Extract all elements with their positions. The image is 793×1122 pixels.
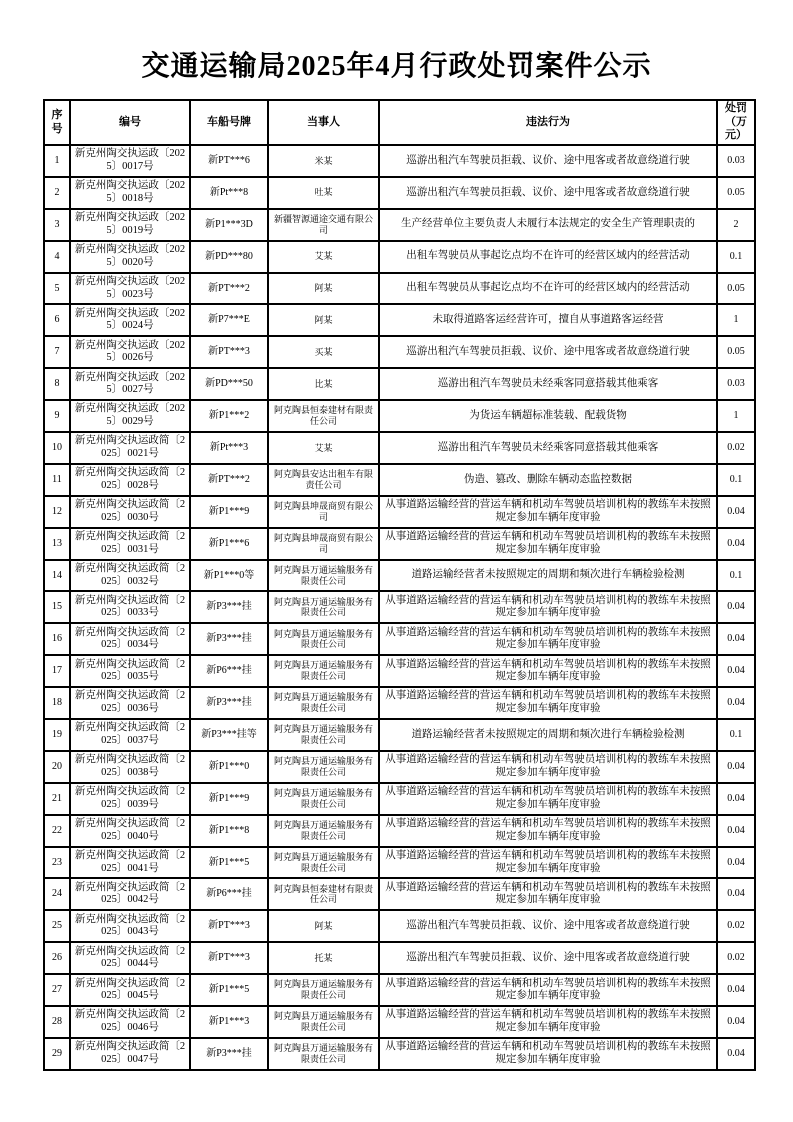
row-party: 阿克陶县万通运输服务有限责任公司 [268, 719, 379, 751]
row-party: 阿克陶县恒泰建材有限责任公司 [268, 878, 379, 910]
row-case-number: 新克州陶交执运政简〔2025〕0041号 [70, 847, 190, 879]
row-case-number: 新克州陶交执运政〔2025〕0026号 [70, 336, 190, 368]
row-violation: 巡游出租汽车驾驶员拒载、议价、途中甩客或者故意绕道行驶 [379, 177, 717, 209]
row-plate: 新P3***挂 [190, 591, 268, 623]
row-party: 阿克陶县万通运输服务有限责任公司 [268, 1038, 379, 1070]
row-seq: 5 [44, 273, 70, 305]
row-plate: 新PT***3 [190, 910, 268, 942]
row-penalty: 0.03 [717, 368, 755, 400]
row-plate: 新P1***0等 [190, 560, 268, 592]
row-party: 米某 [268, 145, 379, 177]
row-case-number: 新克州陶交执运政简〔2025〕0043号 [70, 910, 190, 942]
row-violation: 从事道路运输经营的营运车辆和机动车驾驶员培训机构的教练车未按照规定参加车辆年度审验 [379, 1038, 717, 1070]
row-seq: 12 [44, 496, 70, 528]
row-seq: 27 [44, 974, 70, 1006]
row-case-number: 新克州陶交执运政简〔2025〕0031号 [70, 528, 190, 560]
row-penalty: 1 [717, 400, 755, 432]
table-row [44, 623, 755, 655]
row-plate: 新P1***5 [190, 974, 268, 1006]
row-seq: 7 [44, 336, 70, 368]
row-party: 阿克陶县万通运输服务有限责任公司 [268, 783, 379, 815]
table-header-row [44, 100, 755, 145]
row-penalty: 0.05 [717, 336, 755, 368]
row-violation: 从事道路运输经营的营运车辆和机动车驾驶员培训机构的教练车未按照规定参加车辆年度审验 [379, 1006, 717, 1038]
row-case-number: 新克州陶交执运政简〔2025〕0045号 [70, 974, 190, 1006]
row-case-number: 新克州陶交执运政简〔2025〕0028号 [70, 464, 190, 496]
table-row [44, 847, 755, 879]
header-violation: 违法行为 [379, 100, 717, 145]
row-penalty: 0.04 [717, 591, 755, 623]
row-seq: 9 [44, 400, 70, 432]
table-row [44, 687, 755, 719]
row-violation: 伪造、篡改、删除车辆动态监控数据 [379, 464, 717, 496]
row-party: 阿克陶县万通运输服务有限责任公司 [268, 655, 379, 687]
table-row [44, 304, 755, 336]
row-party: 吐某 [268, 177, 379, 209]
row-party: 阿克陶县万通运输服务有限责任公司 [268, 560, 379, 592]
row-party: 阿克陶县万通运输服务有限责任公司 [268, 623, 379, 655]
row-violation: 从事道路运输经营的营运车辆和机动车驾驶员培训机构的教练车未按照规定参加车辆年度审验 [379, 496, 717, 528]
row-violation: 出租车驾驶员从事起讫点均不在许可的经营区域内的经营活动 [379, 273, 717, 305]
row-plate: 新P6***挂 [190, 878, 268, 910]
row-penalty: 1 [717, 304, 755, 336]
row-party: 阿克陶县万通运输服务有限责任公司 [268, 815, 379, 847]
row-case-number: 新克州陶交执运政〔2025〕0019号 [70, 209, 190, 241]
row-violation: 从事道路运输经营的营运车辆和机动车驾驶员培训机构的教练车未按照规定参加车辆年度审验 [379, 623, 717, 655]
row-penalty: 0.02 [717, 942, 755, 974]
page-title: 交通运输局2025年4月行政处罚案件公示 [141, 51, 652, 82]
row-penalty: 0.04 [717, 528, 755, 560]
row-penalty: 0.04 [717, 1006, 755, 1038]
row-penalty: 0.04 [717, 687, 755, 719]
row-violation: 从事道路运输经营的营运车辆和机动车驾驶员培训机构的教练车未按照规定参加车辆年度审验 [379, 878, 717, 910]
row-violation: 出租车驾驶员从事起讫点均不在许可的经营区域内的经营活动 [379, 241, 717, 273]
row-plate: 新Pt***8 [190, 177, 268, 209]
row-case-number: 新克州陶交执运政简〔2025〕0021号 [70, 432, 190, 464]
row-violation: 从事道路运输经营的营运车辆和机动车驾驶员培训机构的教练车未按照规定参加车辆年度审验 [379, 847, 717, 879]
table-row [44, 432, 755, 464]
row-violation: 从事道路运输经营的营运车辆和机动车驾驶员培训机构的教练车未按照规定参加车辆年度审验 [379, 751, 717, 783]
row-seq: 16 [44, 623, 70, 655]
row-violation: 巡游出租汽车驾驶员拒载、议价、途中甩客或者故意绕道行驶 [379, 336, 717, 368]
row-case-number: 新克州陶交执运政〔2025〕0027号 [70, 368, 190, 400]
table-row [44, 400, 755, 432]
row-party: 比某 [268, 368, 379, 400]
row-violation: 巡游出租汽车驾驶员拒载、议价、途中甩客或者故意绕道行驶 [379, 910, 717, 942]
row-violation: 从事道路运输经营的营运车辆和机动车驾驶员培训机构的教练车未按照规定参加车辆年度审验 [379, 687, 717, 719]
table-row [44, 145, 755, 177]
row-seq: 2 [44, 177, 70, 209]
row-party: 阿克陶县万通运输服务有限责任公司 [268, 687, 379, 719]
row-seq: 3 [44, 209, 70, 241]
table-row [44, 177, 755, 209]
row-violation: 巡游出租汽车驾驶员拒载、议价、途中甩客或者故意绕道行驶 [379, 145, 717, 177]
row-party: 阿某 [268, 273, 379, 305]
table-row [44, 719, 755, 751]
row-violation: 从事道路运输经营的营运车辆和机动车驾驶员培训机构的教练车未按照规定参加车辆年度审验 [379, 655, 717, 687]
table-row [44, 464, 755, 496]
row-plate: 新P1***0 [190, 751, 268, 783]
row-plate: 新P1***8 [190, 815, 268, 847]
table-row [44, 815, 755, 847]
row-penalty: 0.05 [717, 273, 755, 305]
row-party: 阿某 [268, 910, 379, 942]
row-seq: 17 [44, 655, 70, 687]
row-seq: 13 [44, 528, 70, 560]
row-seq: 25 [44, 910, 70, 942]
row-penalty: 0.1 [717, 241, 755, 273]
row-party: 阿克陶县万通运输服务有限责任公司 [268, 591, 379, 623]
row-party: 阿克陶县万通运输服务有限责任公司 [268, 974, 379, 1006]
row-case-number: 新克州陶交执运政简〔2025〕0037号 [70, 719, 190, 751]
row-penalty: 0.03 [717, 145, 755, 177]
row-party: 阿克陶县万通运输服务有限责任公司 [268, 847, 379, 879]
table-row [44, 496, 755, 528]
row-violation: 从事道路运输经营的营运车辆和机动车驾驶员培训机构的教练车未按照规定参加车辆年度审验 [379, 591, 717, 623]
row-party: 买某 [268, 336, 379, 368]
header-party: 当事人 [268, 100, 379, 145]
row-plate: 新P1***9 [190, 496, 268, 528]
row-party: 阿克陶县坤晟商贸有限公司 [268, 496, 379, 528]
row-violation: 巡游出租汽车驾驶员未经乘客同意搭载其他乘客 [379, 432, 717, 464]
table-row [44, 655, 755, 687]
row-violation: 巡游出租汽车驾驶员拒载、议价、途中甩客或者故意绕道行驶 [379, 942, 717, 974]
row-penalty: 0.04 [717, 783, 755, 815]
table-row [44, 336, 755, 368]
row-seq: 29 [44, 1038, 70, 1070]
row-party: 艾某 [268, 241, 379, 273]
table-row [44, 560, 755, 592]
header-penalty: 处罚（万元） [717, 100, 755, 145]
row-case-number: 新克州陶交执运政简〔2025〕0042号 [70, 878, 190, 910]
row-seq: 24 [44, 878, 70, 910]
penalty-cases-table [43, 99, 756, 1071]
row-penalty: 0.04 [717, 655, 755, 687]
row-case-number: 新克州陶交执运政〔2025〕0024号 [70, 304, 190, 336]
row-seq: 6 [44, 304, 70, 336]
row-case-number: 新克州陶交执运政〔2025〕0018号 [70, 177, 190, 209]
table-row [44, 273, 755, 305]
row-plate: 新P1***5 [190, 847, 268, 879]
row-violation: 为货运车辆超标准装载、配载货物 [379, 400, 717, 432]
row-party: 阿克陶县坤晟商贸有限公司 [268, 528, 379, 560]
row-party: 阿克陶县安达出租车有限责任公司 [268, 464, 379, 496]
row-case-number: 新克州陶交执运政〔2025〕0023号 [70, 273, 190, 305]
row-plate: 新P3***挂 [190, 687, 268, 719]
row-violation: 从事道路运输经营的营运车辆和机动车驾驶员培训机构的教练车未按照规定参加车辆年度审验 [379, 783, 717, 815]
row-case-number: 新克州陶交执运政简〔2025〕0040号 [70, 815, 190, 847]
row-violation: 从事道路运输经营的营运车辆和机动车驾驶员培训机构的教练车未按照规定参加车辆年度审验 [379, 974, 717, 1006]
row-plate: 新P3***挂 [190, 1038, 268, 1070]
row-penalty: 0.04 [717, 878, 755, 910]
row-party: 新疆智源通途交通有限公司 [268, 209, 379, 241]
row-case-number: 新克州陶交执运政简〔2025〕0046号 [70, 1006, 190, 1038]
row-penalty: 0.02 [717, 432, 755, 464]
row-plate: 新PD***50 [190, 368, 268, 400]
row-penalty: 0.04 [717, 974, 755, 1006]
table-row [44, 942, 755, 974]
table-row [44, 783, 755, 815]
row-case-number: 新克州陶交执运政〔2025〕0029号 [70, 400, 190, 432]
row-violation: 巡游出租汽车驾驶员未经乘客同意搭载其他乘客 [379, 368, 717, 400]
row-case-number: 新克州陶交执运政简〔2025〕0039号 [70, 783, 190, 815]
row-case-number: 新克州陶交执运政简〔2025〕0033号 [70, 591, 190, 623]
row-violation: 道路运输经营者未按照规定的周期和频次进行车辆检验检测 [379, 719, 717, 751]
row-seq: 28 [44, 1006, 70, 1038]
row-plate: 新PT***3 [190, 336, 268, 368]
row-seq: 20 [44, 751, 70, 783]
row-seq: 26 [44, 942, 70, 974]
row-violation: 道路运输经营者未按照规定的周期和频次进行车辆检验检测 [379, 560, 717, 592]
table-row [44, 209, 755, 241]
row-plate: 新P7***E [190, 304, 268, 336]
row-case-number: 新克州陶交执运政〔2025〕0020号 [70, 241, 190, 273]
row-penalty: 0.1 [717, 719, 755, 751]
row-seq: 1 [44, 145, 70, 177]
table-row [44, 878, 755, 910]
row-party: 艾某 [268, 432, 379, 464]
row-case-number: 新克州陶交执运政简〔2025〕0030号 [70, 496, 190, 528]
row-penalty: 0.1 [717, 464, 755, 496]
row-plate: 新P6***挂 [190, 655, 268, 687]
row-violation: 生产经营单位主要负责人未履行本法规定的安全生产管理职责的 [379, 209, 717, 241]
row-seq: 8 [44, 368, 70, 400]
table-row [44, 751, 755, 783]
row-case-number: 新克州陶交执运政简〔2025〕0035号 [70, 655, 190, 687]
row-penalty: 0.04 [717, 496, 755, 528]
row-seq: 11 [44, 464, 70, 496]
row-plate: 新P1***3D [190, 209, 268, 241]
row-case-number: 新克州陶交执运政简〔2025〕0036号 [70, 687, 190, 719]
row-plate: 新P3***挂等 [190, 719, 268, 751]
row-seq: 21 [44, 783, 70, 815]
row-case-number: 新克州陶交执运政简〔2025〕0047号 [70, 1038, 190, 1070]
row-party: 阿克陶县恒泰建材有限责任公司 [268, 400, 379, 432]
row-plate: 新P1***2 [190, 400, 268, 432]
row-penalty: 0.04 [717, 751, 755, 783]
table-row [44, 1038, 755, 1070]
row-seq: 23 [44, 847, 70, 879]
row-seq: 18 [44, 687, 70, 719]
table-row [44, 528, 755, 560]
row-seq: 4 [44, 241, 70, 273]
row-penalty: 0.1 [717, 560, 755, 592]
row-case-number: 新克州陶交执运政简〔2025〕0038号 [70, 751, 190, 783]
row-penalty: 0.04 [717, 847, 755, 879]
row-penalty: 0.02 [717, 910, 755, 942]
row-plate: 新P1***3 [190, 1006, 268, 1038]
row-case-number: 新克州陶交执运政简〔2025〕0032号 [70, 560, 190, 592]
row-violation: 从事道路运输经营的营运车辆和机动车驾驶员培训机构的教练车未按照规定参加车辆年度审验 [379, 528, 717, 560]
row-penalty: 0.04 [717, 1038, 755, 1070]
row-party: 阿克陶县万通运输服务有限责任公司 [268, 1006, 379, 1038]
row-plate: 新PT***2 [190, 273, 268, 305]
row-plate: 新PT***6 [190, 145, 268, 177]
row-penalty: 2 [717, 209, 755, 241]
table-row [44, 368, 755, 400]
row-penalty: 0.04 [717, 815, 755, 847]
row-seq: 14 [44, 560, 70, 592]
row-seq: 19 [44, 719, 70, 751]
row-seq: 10 [44, 432, 70, 464]
table-row [44, 1006, 755, 1038]
row-violation: 未取得道路客运经营许可，擅自从事道路客运经营 [379, 304, 717, 336]
table-row [44, 591, 755, 623]
row-plate: 新PT***2 [190, 464, 268, 496]
row-plate: 新PT***3 [190, 942, 268, 974]
row-plate: 新P1***9 [190, 783, 268, 815]
row-penalty: 0.05 [717, 177, 755, 209]
row-plate: 新Pt***3 [190, 432, 268, 464]
row-case-number: 新克州陶交执运政简〔2025〕0044号 [70, 942, 190, 974]
row-violation: 从事道路运输经营的营运车辆和机动车驾驶员培训机构的教练车未按照规定参加车辆年度审验 [379, 815, 717, 847]
row-plate: 新PD***80 [190, 241, 268, 273]
row-penalty: 0.04 [717, 623, 755, 655]
row-party: 阿克陶县万通运输服务有限责任公司 [268, 751, 379, 783]
row-party: 托某 [268, 942, 379, 974]
row-plate: 新P3***挂 [190, 623, 268, 655]
row-case-number: 新克州陶交执运政〔2025〕0017号 [70, 145, 190, 177]
header-seq: 序号 [44, 100, 70, 145]
table-row [44, 241, 755, 273]
table-row [44, 910, 755, 942]
row-seq: 22 [44, 815, 70, 847]
row-seq: 15 [44, 591, 70, 623]
row-party: 阿某 [268, 304, 379, 336]
row-plate: 新P1***6 [190, 528, 268, 560]
penalty-table-body [44, 145, 755, 1070]
table-row [44, 974, 755, 1006]
header-case-number: 编号 [70, 100, 190, 145]
row-case-number: 新克州陶交执运政简〔2025〕0034号 [70, 623, 190, 655]
header-plate: 车船号牌 [190, 100, 268, 145]
